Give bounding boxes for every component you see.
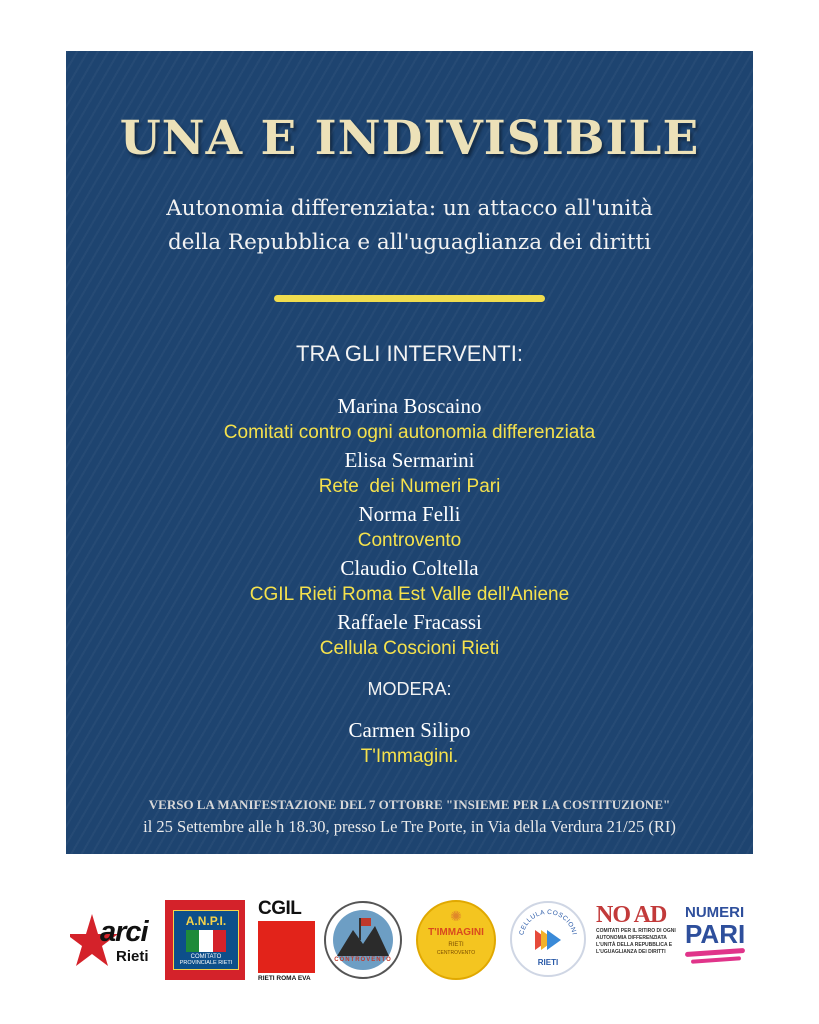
arci-brand: arci — [100, 916, 148, 948]
cgil-sub: RIETI ROMA EVA — [258, 975, 311, 982]
speaker-item — [66, 393, 753, 447]
speaker-organization: Comitati contro ogni autonomia differenziata — [223, 422, 596, 443]
numeri-pari-logo — [685, 904, 753, 974]
noad-line-3: L'UNITÀ DELLA REPUBBLICA E — [596, 942, 673, 948]
controvento-logo — [323, 900, 403, 980]
moderator-name: Carmen Silipo — [348, 718, 471, 742]
event-tagline: VERSO LA MANIFESTAZIONE DEL 7 OTTOBRE "INSIEME PER LA COSTITUZIONE" — [148, 797, 671, 812]
speakers-list — [66, 393, 753, 663]
timmagini-sub-2: CENTROVENTO — [436, 950, 476, 956]
moderator — [66, 717, 753, 771]
noad-line-4: L'UGUAGLIANZA DEI DIRITTI — [596, 949, 666, 955]
yellow-divider — [274, 295, 545, 302]
timmagini-brand: T'IMMAGINI — [428, 927, 484, 938]
noad-line-2: AUTONOMIA DIFFERENZIATA — [596, 935, 667, 941]
controvento-text: CONTROVENTO — [334, 957, 392, 963]
speaker-name: Claudio Coltella — [340, 556, 479, 580]
speaker-name: Norma Felli — [358, 502, 461, 526]
speaker-organization: CGIL Rieti Roma Est Valle dell'Aniene — [249, 584, 570, 605]
speaker-item — [66, 609, 753, 663]
coscioni-city: RIETI — [537, 958, 559, 967]
coscioni-logo — [509, 900, 587, 978]
noad-logo — [596, 902, 682, 978]
subtitle-line-2: della Repubblica e all'uguaglianza dei diritti — [167, 230, 651, 255]
anpi-flag-icon — [186, 930, 226, 952]
lightbulb-icon: ✺ — [450, 908, 462, 924]
timmagini-sub-1: RIETI — [448, 942, 464, 948]
numeri-pari-top: NUMERI — [685, 904, 745, 921]
speaker-item — [66, 447, 753, 501]
speaker-item — [66, 555, 753, 609]
moderator-heading: MODERA: — [367, 679, 452, 699]
coscioni-arc-text: CELLULA COSCIONI — [518, 908, 578, 936]
speaker-item — [66, 501, 753, 555]
moderator-organization: T'Immagini. — [360, 746, 459, 767]
timmagini-logo — [416, 900, 496, 980]
anpi-logo — [165, 900, 245, 980]
poster-panel — [66, 51, 753, 854]
noad-line-1: COMITATI PER IL RITIRO DI OGNI — [596, 928, 676, 934]
arci-logo — [70, 912, 160, 972]
subtitle-line-1: Autonomia differenziata: un attacco all'unità — [166, 196, 653, 221]
speaker-name: Elisa Sermarini — [344, 448, 475, 472]
event-details: il 25 Settembre alle h 18.30, presso Le Tre Porte, in Via della Verdura 21/25 (RI) — [143, 817, 676, 836]
controvento-emblem-icon — [323, 900, 403, 980]
numeri-pari-bottom: PARI — [685, 919, 746, 949]
sponsor-logos — [0, 890, 819, 990]
cgil-brand: CGIL — [258, 898, 302, 919]
anpi-sub-2: PROVINCIALE RIETI — [179, 960, 233, 966]
speaker-organization: Cellula Coscioni Rieti — [319, 638, 500, 659]
speaker-name: Raffaele Fracassi — [337, 610, 482, 634]
cgil-logo — [258, 898, 318, 984]
page-title: UNA E INDIVISIBILE — [119, 111, 700, 166]
speakers-heading: TRA GLI INTERVENTI: — [296, 341, 523, 366]
cgil-red-block — [258, 921, 315, 973]
speaker-organization: Controvento — [357, 530, 462, 551]
numeri-pari-swoosh-2 — [691, 956, 741, 963]
noad-brand: NO AD — [596, 902, 667, 928]
arci-city: Rieti — [116, 948, 149, 965]
speaker-name: Marina Boscaino — [337, 394, 482, 418]
anpi-inner-frame — [173, 910, 239, 970]
subtitle — [66, 192, 753, 260]
speaker-organization: Rete dei Numeri Pari — [318, 476, 501, 497]
anpi-sub-1: COMITATO — [190, 954, 222, 960]
anpi-brand: A.N.P.I. — [185, 914, 227, 928]
